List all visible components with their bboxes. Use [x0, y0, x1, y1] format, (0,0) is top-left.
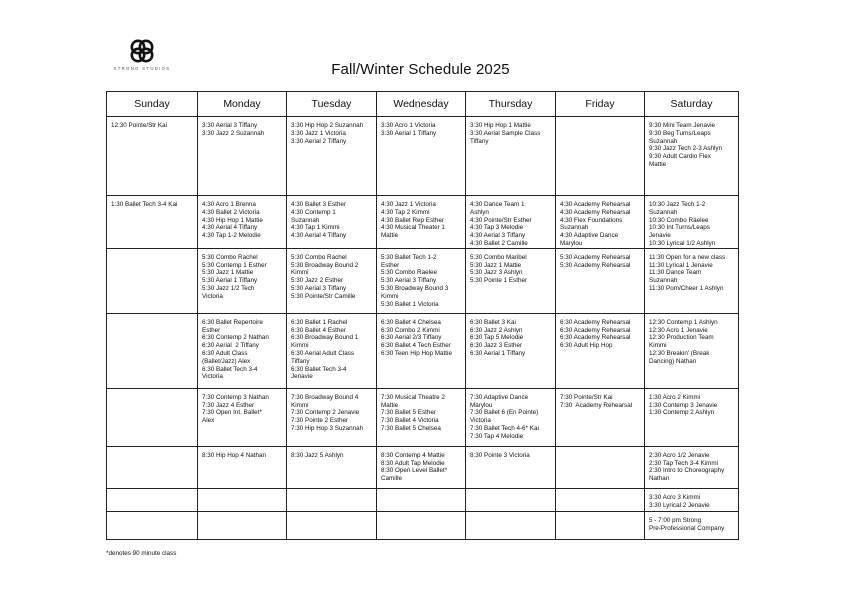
class-entry: 6:30 Aerial 2 Tiffany [202, 342, 259, 350]
logo-wordmark: STRONG STUDIOS [113, 66, 171, 71]
class-entry: 4:30 Acro 1 Brenna [202, 201, 256, 208]
class-entry: 7:30 Tap 4 Melodie [470, 432, 524, 440]
class-entry: 4:30 Tap 1-2 Melodie [202, 232, 261, 240]
day-header: Thursday [466, 92, 556, 117]
class-entry: 6:30 Ballet 4 Chelsea [381, 318, 441, 326]
schedule-cell [287, 313, 377, 388]
class-entry: 6:30 Academy Rehearsal [560, 334, 631, 342]
class-entry: 6:30 Jazz 3 Esther [470, 342, 523, 350]
class-entry: Suzannah [291, 216, 320, 224]
class-entry: 7:30 Academy Rehearsal [560, 401, 633, 409]
class-entry: 7:30 Jazz 4 Esther [202, 401, 255, 409]
class-entry: Kimmi [381, 292, 399, 300]
schedule-cell [556, 248, 645, 313]
class-entry: 8:30 Open Level Ballet* [381, 467, 448, 475]
day-header: Wednesday [377, 92, 466, 117]
class-entry: 10:30 Int Turns/Leaps [649, 224, 710, 232]
class-entry: 7:30 Ballet 5 Esther [381, 409, 436, 417]
schedule-cell [466, 117, 556, 196]
class-entry: 7:30 Open Int. Ballet* [202, 409, 262, 417]
class-entry: Suzannah [560, 224, 589, 232]
schedule-cell [198, 446, 287, 488]
class-entry: Mattie [649, 160, 667, 168]
class-entry: 4:30 Ballet 2 Victoria [202, 208, 260, 216]
schedule-cell [287, 388, 377, 446]
class-entry: 7:30 Musical Theatre 2 [381, 393, 445, 401]
schedule-cell [198, 248, 287, 313]
class-entry: Esther [381, 261, 400, 269]
class-entry: 6:30 Teen Hip Hop Mattie [381, 349, 452, 357]
class-entry: 7:30 Contemp 3 Nathan [202, 393, 269, 401]
schedule-cell [377, 446, 466, 488]
class-entry: 4:30 Musical Theater 1 [381, 224, 445, 232]
class-entry: 10:30 Jazz Tech 1-2 [649, 201, 706, 208]
class-entry: 6:30 Ballet 1 Rachel [291, 318, 348, 326]
class-entry: 5:30 Combo Rachel [291, 253, 347, 261]
schedule-cell [556, 488, 645, 511]
class-entry: 3:30 Aerial 1 Tiffany [381, 129, 437, 137]
class-entry: Dancing) Nathan [649, 357, 697, 365]
class-entry: 5:30 Academy Rehearsal [560, 261, 631, 269]
schedule-cell [198, 488, 287, 511]
class-entry: 5:30 Aerial 3 Tiffany [381, 277, 437, 285]
class-entry: 1:30 Ballet Tech 3-4 Kai [111, 201, 178, 208]
class-entry: 6:30 Jazz 2 Ashlyn [470, 326, 523, 334]
class-entry: Alex [202, 417, 215, 425]
day-header-row [107, 92, 739, 117]
class-entry: 4:30 Aerial 4 Tiffany [291, 232, 347, 240]
schedule-cell [287, 488, 377, 511]
class-entry: 6:30 Broadway Bound 1 [291, 334, 359, 342]
schedule-cell [556, 511, 645, 539]
schedule-cell [107, 196, 198, 249]
class-entry: 1:30 Contemp 2 Ashlyn [649, 409, 715, 417]
class-entry: Tiffany [470, 137, 489, 145]
class-entry: 5:30 Jazz 2 Esther [291, 277, 344, 285]
day-header: Monday [198, 92, 287, 117]
class-entry: Victoria [470, 417, 491, 425]
class-entry: 8:30 Contemp 4 Mattie [381, 451, 445, 459]
schedule-cell [287, 117, 377, 196]
class-entry: 6:30 Ballet 4 Tech Esther [381, 342, 451, 350]
class-entry: Kimmi [649, 342, 667, 350]
class-entry: 5:30 Pointe/Str Camille [291, 292, 356, 300]
class-entry: 5:30 Academy Rehearsal [560, 253, 631, 261]
schedule-cell [377, 196, 466, 249]
class-entry: Ashlyn [470, 208, 489, 216]
class-entry: 5:30 Jazz 3 Ashlyn [470, 269, 523, 277]
class-entry: 9:30 Jazz Tech 2-3 Ashlyn [649, 145, 723, 153]
class-entry: 5:30 Pointe 1 Esther [470, 277, 528, 285]
class-entry: 6:30 Adult Hip Hop [560, 342, 613, 350]
class-entry: 7:30 Pointe 2 Esther [291, 417, 349, 425]
class-entry: 4:30 Hip Hop 1 Mattie [202, 216, 263, 224]
class-entry: 5:30 Aerial 3 Tiffany [291, 284, 347, 292]
class-entry: 4:30 Dance Team 1 [470, 201, 525, 208]
class-entry: 5:30 Aerial 1 Tiffany [202, 277, 258, 285]
class-entry: 4:30 Ballet 3 Esther [291, 201, 346, 208]
schedule-cell [556, 313, 645, 388]
class-entry: Kimmi [291, 342, 309, 350]
class-entry: 6:30 Combo 2 Kimmi [381, 326, 440, 334]
schedule-cell [645, 117, 739, 196]
time-slot-row [107, 117, 739, 196]
class-entry: 7:30 Hip Hop 3 Suzannah [291, 424, 364, 432]
class-entry: 6:30 Adult Class [202, 349, 248, 357]
class-entry: 4:30 Tap 1 Kimmi [291, 224, 340, 232]
schedule-cell [645, 196, 739, 249]
class-entry: Pre-Professional Company [649, 524, 725, 532]
class-entry: Kimmi [291, 269, 309, 277]
class-entry: 5:30 Ballet 1 Victoria [381, 300, 439, 308]
class-entry: 12:30 Contemp 1 Ashlyn [649, 318, 718, 326]
class-entry: 5:30 Broadway Bound 2 [291, 261, 359, 269]
schedule-table [106, 91, 739, 540]
schedule-cell [107, 511, 198, 539]
class-entry: 7:30 Pointe/Str Kai [560, 393, 613, 401]
class-entry: 12:30 Production Team [649, 334, 714, 342]
class-entry: 3:30 Hip Hop 2 Suzannah [291, 122, 364, 129]
schedule-cell [107, 446, 198, 488]
schedule-cell [556, 446, 645, 488]
class-entry: 3:30 Acro 1 Victoria [381, 122, 436, 129]
class-entry: Victoria [202, 292, 223, 300]
class-entry: 10:30 Combo Raelee [649, 216, 709, 224]
class-entry: 12:30 Acro 1 Jenavie [649, 326, 708, 334]
class-entry: 4:30 Pointe/Str Esther [470, 216, 532, 224]
class-entry: Marylou [560, 239, 583, 247]
class-entry: 9:30 Beg Turns/Leaps [649, 129, 711, 137]
class-entry: 6:30 Tap 5 Melodie [470, 334, 524, 342]
class-entry: Suzannah [649, 137, 678, 145]
page-title: Fall/Winter Schedule 2025 [331, 61, 510, 78]
class-entry: 3:30 Jazz 1 Victoria [291, 129, 346, 137]
class-entry: 7:30 Ballet 6 (En Pointe) [470, 409, 539, 417]
class-entry: 4:30 Aerial 3 Tiffany [470, 232, 526, 240]
class-entry: Victoria [202, 373, 223, 381]
class-entry: 8:30 Pointe 3 Victoria [470, 451, 530, 459]
class-entry: 5:30 Combo Raelee [381, 269, 438, 277]
class-entry: 11:30 Pom/Cheer 1 Ashlyn [649, 284, 724, 292]
class-entry: 4:30 Jazz 1 Victoria [381, 201, 436, 208]
schedule-cell [466, 313, 556, 388]
class-entry: Kimmi [291, 401, 309, 409]
class-entry: 6:30 Aerial 2/3 Tiffany [381, 334, 442, 342]
schedule-cell [466, 446, 556, 488]
class-entry: 8:30 Jazz 5 Ashlyn [291, 451, 344, 459]
class-entry: 7:30 Broadway Bound 4 [291, 393, 359, 401]
time-slot-row [107, 488, 739, 511]
schedule-cell [466, 196, 556, 249]
schedule-cell [645, 488, 739, 511]
schedule-cell [466, 248, 556, 313]
class-entry: Tiffany [291, 357, 310, 365]
schedule-cell [377, 117, 466, 196]
schedule-cell [377, 511, 466, 539]
time-slot-row [107, 248, 739, 313]
class-entry: Suzannah [649, 208, 678, 216]
class-entry: 5:30 Combo Rachel [202, 253, 258, 261]
class-entry: 12:30 Pointe/Str Kai [111, 122, 168, 129]
class-entry: 8:30 Hip Hop 4 Nathan [202, 451, 267, 459]
class-entry: 6:30 Ballet Tech 3-4 [291, 365, 347, 373]
class-entry: 2:30 Tap Tech 3-4 Kimmi [649, 459, 719, 467]
class-entry: 5 - 7:00 pm Strong [649, 516, 702, 524]
schedule-cell [377, 488, 466, 511]
schedule-cell [645, 248, 739, 313]
class-entry: 6:30 Academy Rehearsal [560, 326, 631, 334]
schedule-cell [198, 117, 287, 196]
class-entry: 6:30 Contemp 2 Nathan [202, 334, 269, 342]
class-entry: 5:30 Jazz 1 Mattie [470, 261, 522, 269]
schedule-cell [466, 488, 556, 511]
class-entry: 6:30 Ballet Tech 3-4 [202, 365, 258, 373]
class-entry: 6:30 Ballet 3 Kai [470, 318, 516, 326]
day-header: Saturday [645, 92, 739, 117]
class-entry: 1:30 Contemp 3 Jenavie [649, 401, 718, 409]
class-entry: 10:30 Lyrical 1/2 Ashlyn [649, 239, 716, 247]
class-entry: 3:30 Acro 3 Kimmi [649, 493, 701, 501]
class-entry: 2:30 Acro 1/2 Jenavie [649, 451, 710, 459]
schedule-cell [645, 388, 739, 446]
class-entry: 5:30 Contemp 1 Esther [202, 261, 267, 269]
time-slot-row [107, 388, 739, 446]
schedule-cell [107, 488, 198, 511]
class-entry: (Ballet/Jazz) Alex [202, 357, 251, 365]
schedule-cell [287, 248, 377, 313]
schedule-cell [198, 511, 287, 539]
class-entry: 3:30 Aerial Sample Class [470, 129, 541, 137]
day-header: Sunday [107, 92, 198, 117]
class-entry: 9:30 Mini Team Jenavie [649, 122, 716, 129]
schedule-cell [287, 511, 377, 539]
class-entry: 5:30 Jazz 1/2 Tech [202, 284, 255, 292]
class-entry: 4:30 Academy Rehearsal [560, 208, 631, 216]
schedule-cell [107, 117, 198, 196]
schedule-cell [287, 196, 377, 249]
class-entry: 3:30 Lyrical 2 Jenavie [649, 501, 710, 509]
day-header: Friday [556, 92, 645, 117]
class-entry: 3:30 Aerial 3 Tiffany [202, 122, 258, 129]
schedule-cell [645, 446, 739, 488]
class-entry: 5:30 Jazz 1 Mattie [202, 269, 254, 277]
time-slot-row [107, 511, 739, 539]
class-entry: Esther [202, 326, 221, 334]
class-entry: 3:30 Jazz 2 Suzannah [202, 129, 265, 137]
schedule-cell [107, 313, 198, 388]
class-entry: 4:30 Flex Foundations [560, 216, 623, 224]
class-entry: 1:30 Acro 2 Kimmi [649, 393, 701, 401]
schedule-cell [377, 388, 466, 446]
class-entry: 4:30 Contemp 1 [291, 208, 336, 216]
class-entry: 4:30 Ballet Rep Esther [381, 216, 445, 224]
schedule-cell [287, 446, 377, 488]
class-entry: Marylou [470, 401, 493, 409]
schedule-cell [107, 248, 198, 313]
class-entry: Suzannah [649, 277, 678, 285]
class-entry: 4:30 Tap 3 Melodie [470, 224, 524, 232]
class-entry: 5:30 Combo Maribel [470, 253, 527, 261]
schedule-cell [198, 313, 287, 388]
class-entry: 5:30 Ballet Tech 1-2 [381, 253, 437, 261]
class-entry: 4:30 Ballet 2 Camille [470, 239, 528, 247]
schedule-cell [556, 196, 645, 249]
schedule-cell [198, 196, 287, 249]
schedule-cell [107, 388, 198, 446]
class-entry: 9:30 Adult Cardio Flex [649, 153, 711, 161]
time-slot-row [107, 446, 739, 488]
class-entry: 4:30 Tap 2 Kimmi [381, 208, 430, 216]
class-entry: 11:30 Dance Team [649, 269, 702, 277]
class-entry: 7:30 Ballet Tech 4-6* Kai [470, 424, 539, 432]
class-entry: Nathan [649, 475, 670, 483]
class-entry: Jenavie [649, 232, 671, 240]
class-entry: 4:30 Adaptive Dance [560, 232, 619, 240]
class-entry: Mattie [381, 401, 399, 409]
class-entry: Camille [381, 475, 402, 483]
schedule-cell [377, 313, 466, 388]
class-entry: 2:30 Intro to Choreography [649, 467, 725, 475]
class-entry: 7:30 Ballet 5 Chelsea [381, 424, 441, 432]
class-entry: 6:30 Academy Rehearsal [560, 318, 631, 326]
schedule-cell [466, 388, 556, 446]
day-header: Tuesday [287, 92, 377, 117]
class-entry: 7:30 Ballet 4 Victoria [381, 417, 439, 425]
class-entry: Jenavie [291, 373, 313, 381]
time-slot-row [107, 313, 739, 388]
schedule-cell [556, 388, 645, 446]
class-entry: 6:30 Aerial 1 Tiffany [470, 349, 526, 357]
schedule-cell [556, 117, 645, 196]
footnote: *denotes 90 minute class [106, 550, 177, 557]
class-entry: 3:30 Aerial 2 Tiffany [291, 137, 347, 145]
class-entry: 4:30 Aerial 4 Tiffany [202, 224, 258, 232]
class-entry: 11:30 Lyrical 1 Jenavie [649, 261, 713, 269]
schedule-cell [198, 388, 287, 446]
schedule-cell [645, 511, 739, 539]
class-entry: 4:30 Academy Rehearsal [560, 201, 631, 208]
class-entry: 8:30 Adult Tap Melodie [381, 459, 445, 467]
class-entry: 7:30 Contemp 2 Jenavie [291, 409, 360, 417]
schedule-cell [466, 511, 556, 539]
schedule-cell [645, 313, 739, 388]
schedule-cell [377, 248, 466, 313]
class-entry: Mattie [381, 232, 399, 240]
class-entry: 12:30 Breakin' (Break [649, 349, 710, 357]
time-slot-row [107, 196, 739, 249]
class-entry: 6:30 Aerial Adult Class [291, 349, 355, 357]
class-entry: 5:30 Broadway Bound 3 [381, 284, 449, 292]
class-entry: 7:30 Adaptive Dance [470, 393, 529, 401]
class-entry: 3:30 Hip Hop 1 Mattie [470, 122, 531, 129]
class-entry: 11:30 Open for a new class [649, 253, 726, 261]
class-entry: 6:30 Ballet 4 Esther [291, 326, 346, 334]
class-entry: 6:30 Ballet Repertoire [202, 318, 263, 326]
